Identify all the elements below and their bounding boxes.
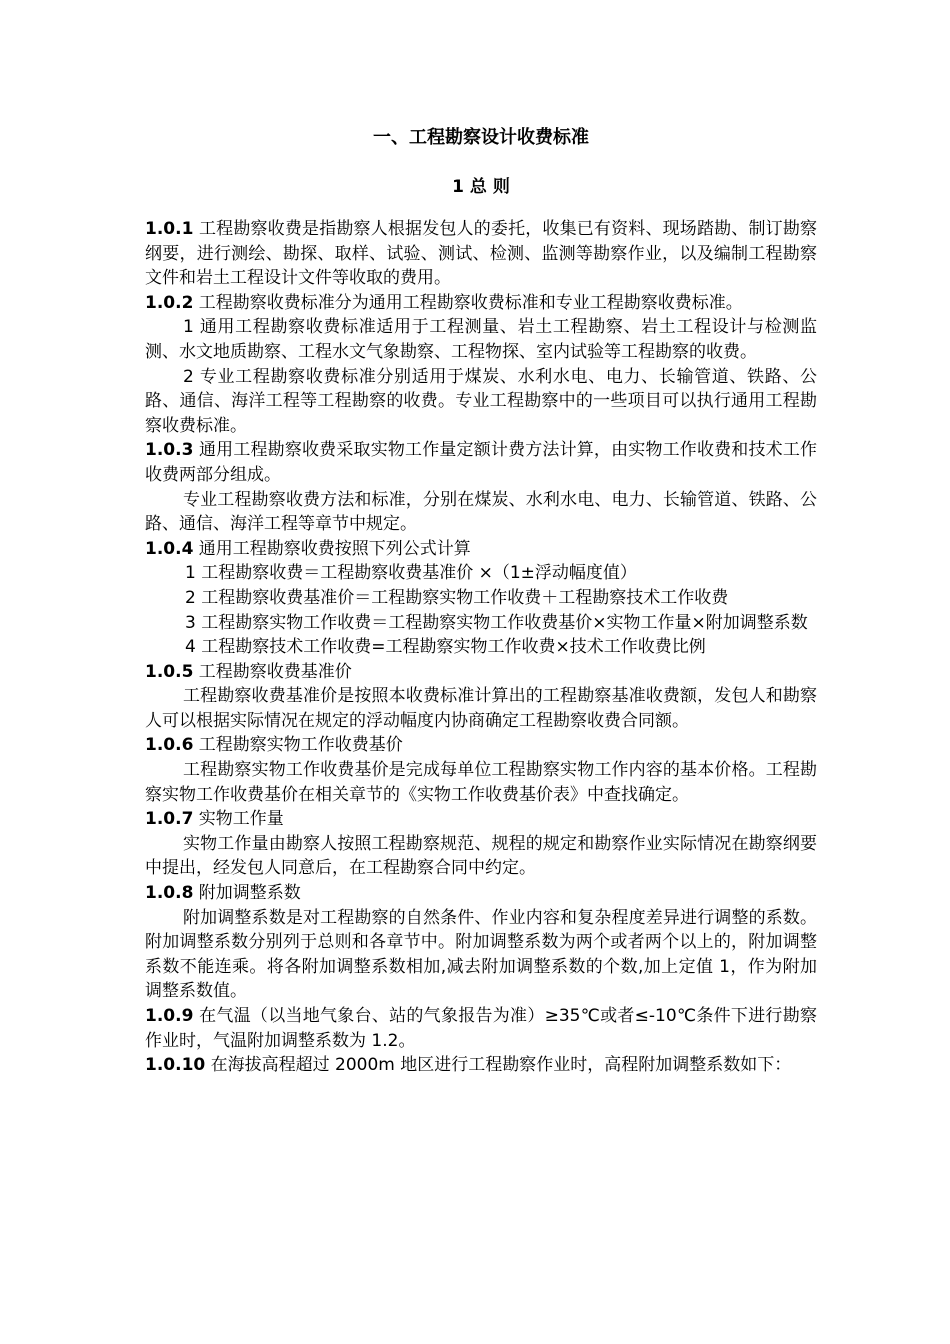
clause-number: 1.0.2: [145, 292, 194, 313]
formula-line: 1 工程勘察收费＝工程勘察收费基准价 ×（1±浮动幅度值）: [185, 563, 637, 584]
clause-number: 1.0.7: [145, 809, 194, 830]
clause-paragraph: [145, 807, 817, 832]
clause-text: 工程勘察收费是指勘察人根据发包人的委托，收集已有资料、现场踏勘、制订勘察纲要，进行测绘、勘探、取样、试验、测试、检测、监测等勘察作业，以及编制工程勘察文件和岩土工程设计文件等收取的费用。: [145, 219, 817, 289]
clause-paragraph: [145, 291, 817, 316]
document-body: [145, 122, 817, 1078]
clause-number: 1.0.1: [145, 219, 194, 239]
formula-line: 2 工程勘察收费基准价＝工程勘察实物工作收费＋工程勘察技术工作收费: [185, 587, 729, 608]
indented-paragraph: 实物工作量由勘察人按照工程勘察规范、规程的规定和勘察作业实际情况在勘察纲要中提出，经发包人同意后，在工程勘察合同中约定。: [145, 833, 817, 879]
clause-number: 1.0.8: [145, 883, 194, 904]
chapter-heading: 1 总 则: [452, 177, 510, 197]
clause-text: 在海拔高程超过 2000m 地区进行工程勘察作业时，高程附加调整系数如下：: [205, 1055, 792, 1076]
clause-paragraph: [145, 537, 817, 562]
paragraph-list: [145, 217, 817, 1078]
document-title: 一、工程勘察设计收费标准: [373, 127, 589, 148]
indented-paragraph: 1 通用工程勘察收费标准适用于工程测量、岩土工程勘察、岩土工程设计与检测监测、水文地质勘察、工程水文气象勘察、工程物探、室内试验等工程勘察的收费。: [145, 317, 817, 362]
clause-number: 1.0.9: [145, 1006, 194, 1026]
clause-text: 工程勘察收费基准价: [193, 661, 352, 682]
clause-paragraph: [145, 733, 817, 758]
clause-paragraph: [145, 660, 817, 685]
clause-text: 通用工程勘察收费按照下列公式计算: [193, 538, 471, 559]
clause-text: 附加调整系数: [193, 883, 301, 904]
clause-text: 在气温（以当地气象台、站的气象报告为准）≥35℃或者≤-10℃条件下进行勘察作业时，气温附加调整系数为 1.2。: [145, 1006, 817, 1051]
clause-number: 1.0.10: [145, 1055, 206, 1076]
indented-paragraph: 专业工程勘察收费方法和标准，分别在煤炭、水利水电、电力、长输管道、铁路、公路、通信、海洋工程等章节中规定。: [145, 489, 817, 535]
clause-number: 1.0.4: [145, 538, 194, 559]
clause-text: 通用工程勘察收费采取实物工作量定额计费方法计算，由实物工作收费和技术工作收费两部分组成。: [145, 440, 817, 485]
clause-paragraph: [145, 1004, 817, 1053]
formula-line: 4 工程勘察技术工作收费=工程勘察实物工作收费×技术工作收费比例: [185, 637, 706, 658]
indented-paragraph: 工程勘察实物工作收费基价是完成每单位工程勘察实物工作内容的基本价格。工程勘察实物工作收费基价在相关章节的《实物工作收费基价表》中查找确定。: [145, 760, 817, 805]
clause-text: 工程勘察实物工作收费基价: [193, 735, 403, 756]
clause-number: 1.0.5: [145, 661, 194, 682]
clause-paragraph: [145, 881, 817, 906]
clause-text: 工程勘察收费标准分为通用工程勘察收费标准和专业工程勘察收费标准。: [193, 292, 743, 313]
clause-paragraph: [145, 1053, 817, 1078]
indented-paragraph: 附加调整系数是对工程勘察的自然条件、作业内容和复杂程度差异进行调整的系数。附加调整系数分别列于总则和各章节中。附加调整系数为两个或者两个以上的，附加调整系数不能连乘。将各附加调整系数相加,减去附加调整系数的个数,加上定值 1，作为附加调整系数值。: [145, 907, 817, 1002]
formula-line: 3 工程勘察实物工作收费＝工程勘察实物工作收费基价×实物工作量×附加调整系数: [185, 612, 808, 633]
clause-text: 实物工作量: [193, 809, 284, 830]
indented-paragraph: 工程勘察收费基准价是按照本收费标准计算出的工程勘察基准收费额，发包人和勘察人可以根据实际情况在规定的浮动幅度内协商确定工程勘察收费合同额。: [145, 686, 817, 731]
clause-number: 1.0.6: [145, 735, 194, 756]
indented-paragraph: 2 专业工程勘察收费标准分别适用于煤炭、水利水电、电力、长输管道、铁路、公路、通信、海洋工程等工程勘察的收费。专业工程勘察中的一些项目可以执行通用工程勘察收费标准。: [145, 366, 817, 436]
clause-paragraph: [145, 217, 817, 291]
clause-number: 1.0.3: [145, 440, 194, 461]
clause-paragraph: [145, 438, 817, 487]
